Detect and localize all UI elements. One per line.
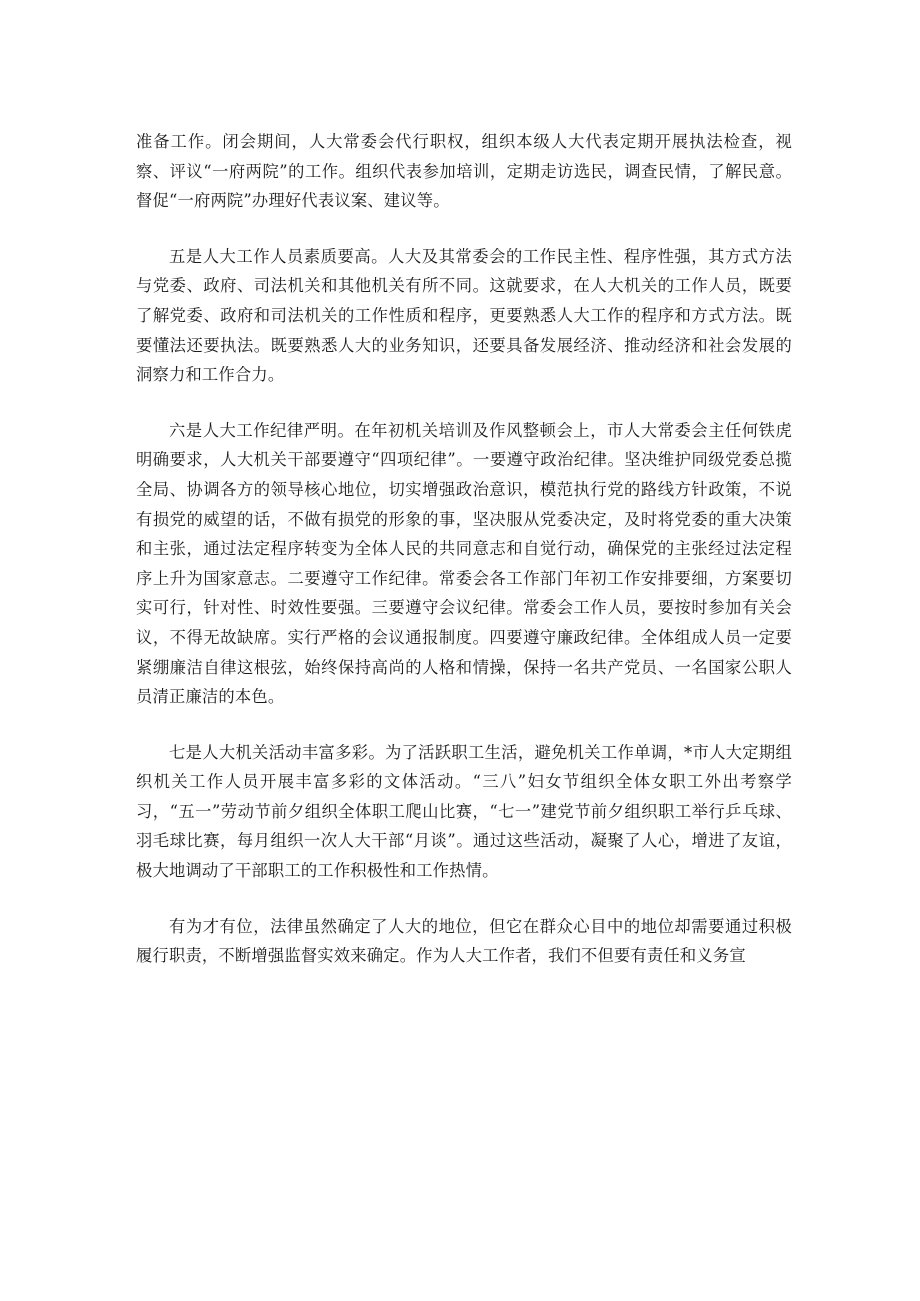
paragraph-conclusion: 有为才有位，法律虽然确定了人大的地位，但它在群众心目中的地位却需要通过积极履行职责，不断增强监督实效来确定。作为人大工作者，我们不但要有责任和义务宣 <box>136 916 792 966</box>
paragraph-staff-quality: 五是人大工作人员素质要高。人大及其常委会的工作民主性、程序性强，其方式方法与党委、政府、司法机关和其他机关有所不同。这就要求，在人大机关的工作人员，既要了解党委、政府和司法机关的工作性质和程序，更要熟悉人大工作的程序和方式方法。既要懂法还要执法。既要熟悉人大的业务知识，还要具备发展经济、推动经济和社会发展的洞察力和工作合力。 <box>136 246 792 385</box>
paragraph-continuation: 准备工作。闭会期间，人大常委会代行职权，组织本级人大代表定期开展执法检查，视察、评议“一府两院”的工作。组织代表参加培训，定期走访选民，调查民情，了解民意。督促“一府两院”办理好代表议案、建议等。 <box>136 132 792 211</box>
paragraph-activities: 七是人大机关活动丰富多彩。为了活跃职工生活，避免机关工作单调，*市人大定期组织机关工作人员开展丰富多彩的文体活动。“三八”妇女节组织全体女职工外出考察学习，“五一”劳动节前夕组织全体职工爬山比赛，“七一”建党节前夕组织职工举行乒乓球、羽毛球比赛，每月组织一次人大干部“月谈”。通过这些活动，凝聚了人心，增进了友谊，极大地调动了干部职工的工作积极性和工作热情。 <box>136 742 792 881</box>
paragraph-work-discipline: 六是人大工作纪律严明。在年初机关培训及作风整顿会上，市人大常委会主任何铁虎明确要求，人大机关干部要遵守“四项纪律”。一要遵守政治纪律。坚决维护同级党委总揽全局、协调各方的领导核心地位，切实增强政治意识，模范执行党的路线方针政策，不说有损党的威望的话，不做有损党的形象的事，坚决服从党委决定，及时将党委的重大决策和主张，通过法定程序转变为全体人民的共同意志和自觉行动，确保党的主张经过法定程序上升为国家意志。二要遵守工作纪律。常委会各工作部门年初工作安排要细，方案要切实可行，针对性、时效性要强。三要遵守会议纪律。常委会工作人员，要按时参加有关会议，不得无故缺席。实行严格的会议通报制度。四要遵守廉政纪律。全体组成人员一定要紧绷廉洁自律这根弦，始终保持高尚的人格和情操，保持一名共产党员、一名国家公职人员清正廉洁的本色。 <box>136 420 792 707</box>
document-body <box>136 127 792 997</box>
